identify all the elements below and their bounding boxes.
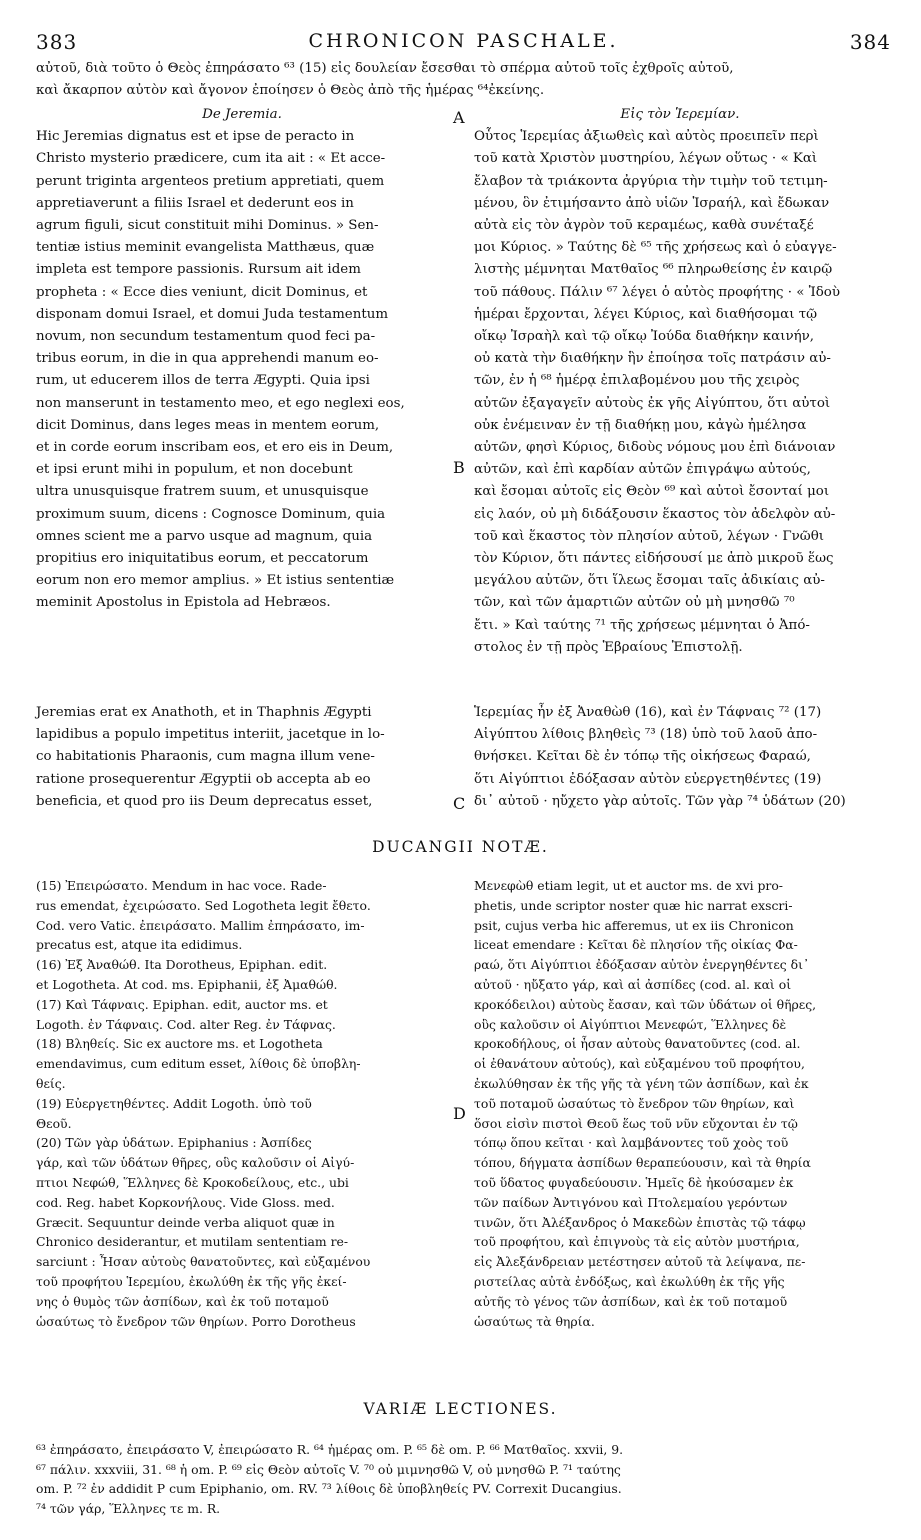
text-line: propitius ero iniquitatibus eorum, et peccatorum <box>36 551 369 567</box>
text-line: et in corde eorum inscribam eos, et ero eis in Deum, <box>36 440 394 456</box>
text-line: et Logotheta. At cod. ms. Epiphanii, ἐξ Ἀμαθώθ. <box>36 976 338 992</box>
text-line: οὓς καλοῦσιν οἱ Αἰγύπτιοι Μενεφώτ, Ἕλληνες δὲ <box>474 1016 787 1032</box>
text-line: Θεοῦ. <box>36 1115 72 1131</box>
text-line: Αἰγύπτου λίθοις βληθεὶς ⁷³ (18) ὑπὸ τοῦ λαοῦ ἀπο- <box>474 727 818 743</box>
text-line: (17) Καὶ Τάφναις. Epiphan. edit, auctor ms. et <box>36 996 328 1012</box>
greek-paragraph-2 <box>474 702 886 813</box>
text-line: κροκόδειλοι) αὐτοὺς ἔασαν, καὶ τῶν ὑδάτων οἱ θῆρες, <box>474 996 817 1012</box>
greek-section-2 <box>474 702 886 813</box>
latin-section-title: De Jeremia. <box>202 107 282 122</box>
text-line: Οὗτος Ἱερεμίας ἀξιωθεὶς καὶ αὐτὸς προειπεῖν περὶ <box>474 129 819 145</box>
latin-paragraph-2 <box>36 702 448 813</box>
text-line: (18) Βληθείς. Sic ex auctore ms. et Logotheta <box>36 1036 323 1052</box>
text-line: αὐτῆς τὸ γένος τῶν ἀσπίδων, καὶ ἐκ τοῦ ποταμοῦ <box>474 1293 788 1309</box>
text-line: εἰς λαόν, οὐ μὴ διδάξουσιν ἕκαστος τὸν ἀδελφὸν αὐ- <box>474 506 836 522</box>
text-line: perunt triginta argenteos pretium appretiati, quem <box>36 173 385 189</box>
text-line: non manserunt in testamento meo, et ego neglexi eos, <box>36 395 405 411</box>
text-line: ὡσαύτως τὰ θηρία. <box>474 1313 595 1329</box>
latin-paragraph-1 <box>36 126 448 614</box>
text-line: ὅσοι εἰσὶν πιστοὶ Θεοῦ ἕως τοῦ νῦν εὔχονται ἐν τῷ <box>474 1115 798 1131</box>
text-line: lapidibus a populo impetitus interiit, jacetque in lo- <box>36 727 385 743</box>
text-line: κροκοδήλους, οἱ ἦσαν αὐτοὺς θανατοῦντες (cod. al. <box>474 1036 801 1052</box>
text-line: liceat emendare : Κεῖται δὲ πλησίον τῆς οἰκίας Φα- <box>474 937 798 953</box>
text-line: καὶ ἄκαρπον αὐτὸν καὶ ἄγονον ἐποίησεν ὁ Θεὸς ἀπὸ τῆς ἡμέρας ⁶⁴ἐκείνης. <box>36 83 545 98</box>
text-line: ὡσαύτως τὸ ἔνεδρον τῶν θηρίων. Porro Dorotheus <box>36 1313 356 1329</box>
text-line: tribus eorum, in die in qua apprehendi manum eo- <box>36 351 379 367</box>
text-line: ⁶⁷ πάλιν. xxxviii, 31. ⁶⁸ ἡ om. P. ⁶⁹ εἰς Θεὸν αὐτοῖς V. ⁷⁰ οὐ μιμνησθῶ V, οὐ μνησθῶ P. ⁷¹ ταύτης <box>36 1461 621 1477</box>
text-line: ⁶³ ἐπηράσατο, ἐπειράσατο V, ἐπειρώσατο R. ⁶⁴ ἡμέρας om. P. ⁶⁵ δὲ om. P. ⁶⁶ Ματθαῖος. xxvii, 9. <box>36 1442 624 1457</box>
text-line: τῶν, καὶ τῶν ἁμαρτιῶν αὐτῶν οὐ μὴ μνησθῶ ⁷⁰ <box>474 595 795 611</box>
text-line: (16) Ἐξ Ἀναθώθ. Ita Dorotheus, Epiphan. edit. <box>36 957 328 973</box>
running-title: CHRONICON PASCHALE. <box>308 30 619 52</box>
text-line: τῶν παίδων Ἀντιγόνου καὶ Πτολεμαίου γερόντων <box>474 1194 788 1210</box>
text-line: οἴκῳ Ἰσραὴλ καὶ τῷ οἴκῳ Ἰούδα διαθήκην καινήν, <box>474 329 815 345</box>
text-line: τοῦ κατὰ Χριστὸν μυστηρίου, λέγων οὕτως · « Καὶ <box>474 151 818 167</box>
text-line: novum, non secundum testamentum quod feci pa- <box>36 329 376 345</box>
text-line: τόπῳ ὅπου κεῖται · καὶ λαμβάνοντες τοῦ χοὸς τοῦ <box>474 1135 789 1151</box>
text-line: rus emendat, ἐχειρώσατο. Sed Logotheta legit ἔθετο. <box>36 897 371 913</box>
text-line: (20) Τῶν γὰρ ὑδάτων. Epiphanius : Ἀσπίδες <box>36 1135 312 1151</box>
text-line: αὐτῶν ἐξαγαγεῖν αὐτοὺς ἐκ γῆς Αἰγύπτου, ὅτι αὐτοὶ <box>474 395 831 411</box>
text-line: θνήσκει. Κεῖται δὲ ἐν τόπῳ τῆς οἰκήσεως Φαραώ, <box>474 749 811 765</box>
text-line: λιστὴς μέμνηται Ματθαῖος ⁶⁶ πληρωθείσης ἐν καιρῷ <box>474 262 833 278</box>
margin-marker-b: B <box>453 458 465 477</box>
text-line: precatus est, atque ita edidimus. <box>36 937 243 953</box>
text-line: τοῦ ποταμοῦ ὡσαύτως τὸ ἔνεδρον τῶν θηρίων, καὶ <box>474 1095 795 1111</box>
margin-marker-d: D <box>453 1104 466 1123</box>
text-line: θείς. <box>36 1075 66 1091</box>
text-line: γάρ, καὶ τῶν ὑδάτων θῆρες, οὓς καλοῦσιν οἱ Αἰγύ- <box>36 1155 355 1171</box>
text-line: μένου, ὃν ἐτιμήσαντο ἀπὸ υἱῶν Ἰσραήλ, καὶ ἔδωκαν <box>474 195 830 211</box>
text-line: τοῦ προφήτου Ἱερεμίου, ἐκωλύθη ἐκ τῆς γῆς ἐκεί- <box>36 1273 347 1289</box>
text-line: agrum figuli, sicut constituit mihi Dominus. » Sen- <box>36 218 379 234</box>
greek-paragraph-1 <box>474 126 886 659</box>
greek-section-1 <box>474 104 886 659</box>
text-line: Cod. vero Vatic. ἐπειράσατο. Mallim ἐπηράσατο, im- <box>36 917 365 933</box>
text-line: et ipsi erunt mihi in populum, et non docebunt <box>36 462 353 478</box>
text-line: emendavimus, cum editum esset, λίθοις δὲ ὑποβλη- <box>36 1056 361 1072</box>
text-line: eorum non ero memor amplius. » Et istius sententiæ <box>36 573 395 589</box>
text-line: ἔλαβον τὰ τριάκοντα ἀργύρια τὴν τιμὴν τοῦ τετιμη- <box>474 173 828 189</box>
text-line: propheta : « Ecce dies veniunt, dicit Dominus, et <box>36 284 368 300</box>
text-line: ραώ, ὅτι Αἰγύπτιοι ἐδόξασαν αὐτὸν ἐνεργηθέντες δι᾽ <box>474 957 810 973</box>
text-line: (19) Εὐεργετηθέντες. Addit Logoth. ὑπὸ τοῦ <box>36 1095 312 1111</box>
text-line: ἡμέραι ἔρχονται, λέγει Κύριος, καὶ διαθήσομαι τῷ <box>474 306 818 322</box>
text-line: rum, ut educerem illos de terra Ægypti. Quia ipsi <box>36 373 370 389</box>
text-line: καὶ ἔσομαι αὐτοῖς εἰς Θεὸν ⁶⁹ καὶ αὐτοὶ ἔσονταί μοι <box>474 484 830 500</box>
text-line: Hic Jeremias dignatus est et ipse de peracto in <box>36 129 355 145</box>
text-line: πτιοι Νεφώθ, Ἕλληνες δὲ Κροκοδείλους, etc., ubi <box>36 1174 349 1190</box>
text-line: τοῦ προφήτου, καὶ ἐπιγνοὺς τὰ εἰς αὐτὸν μυστήρια, <box>474 1234 800 1250</box>
text-line: τὸν Κύριον, ὅτι πάντες εἰδήσουσί με ἀπὸ μικροῦ ἕως <box>474 551 834 567</box>
text-line: ἔτι. » Καὶ ταύτης ⁷¹ τῆς χρήσεως μέμνηται ὁ Ἀπό- <box>474 617 810 633</box>
text-line: phetis, unde scriptor noster quæ hic narrat exscri- <box>474 897 793 913</box>
text-line: τόπου, δήγματα ἀσπίδων θεραπεύουσιν, καὶ τὰ θηρία <box>474 1155 811 1171</box>
text-line: εἰς Ἀλεξάνδρειαν μετέστησεν αὐτοῦ τὰ λείψανα, πε- <box>474 1254 806 1270</box>
greek-section-title: Εἰς τὸν Ἱερεμίαν. <box>620 107 740 122</box>
text-line: disponam domui Israel, et domui Juda testamentum <box>36 306 389 322</box>
text-line: ριστείλας αὐτὰ ἐνδόξως, καὶ ἐκωλύθη ἐκ τῆς γῆς <box>474 1273 785 1289</box>
text-line: μεγάλου αὐτῶν, ὅτι ἵλεως ἔσομαι ταῖς ἀδικίαις αὐ- <box>474 573 825 589</box>
text-line: νης ὁ θυμὸς τῶν ἀσπίδων, καὶ ἐκ τοῦ ποταμοῦ <box>36 1293 329 1309</box>
text-line: Μενεφὼθ etiam legit, ut et auctor ms. de xvi pro- <box>474 878 783 893</box>
page-number-right: 384 <box>849 30 891 54</box>
text-line: ⁷⁴ τῶν γάρ, Ἕλληνες τε m. R. <box>36 1500 221 1516</box>
text-line: tentiæ istius meminit evangelista Matthæus, quæ <box>36 240 375 256</box>
text-line: sarciunt : Ἦσαν αὐτοὺς θανατοῦντες, καὶ εὐξαμένου <box>36 1254 371 1270</box>
text-line: dicit Dominus, dans leges meas in mentem eorum, <box>36 417 380 433</box>
margin-marker-a: A <box>453 108 465 127</box>
text-line: Græcit. Sequuntur deinde verba aliquot quæ in <box>36 1214 335 1230</box>
text-line: om. P. ⁷² ἐν addidit P cum Epiphanio, om. RV. ⁷³ λίθοις δὲ ὑποβληθείς PV. Correxit Ducangius. <box>36 1481 622 1497</box>
text-line: τοῦ καὶ ἕκαστος τὸν πλησίον αὐτοῦ, λέγων · Γνῶθι <box>474 528 825 544</box>
ducange-heading: DUCANGII NOTÆ. <box>372 838 549 856</box>
text-line: τοῦ ὕδατος φυγαδεύουσιν. Ἡμεῖς δὲ ἠκούσαμεν ἐκ <box>474 1174 794 1190</box>
text-line: meminit Apostolus in Epistola ad Hebræos. <box>36 595 331 611</box>
ducange-notes-right <box>474 876 886 1331</box>
text-line: Ἱερεμίας ἦν ἐξ Ἀναθὼθ (16), καὶ ἐν Τάφναις ⁷² (17) <box>474 705 822 720</box>
text-line: Chronico desiderantur, et mutilam sententiam re- <box>36 1234 349 1250</box>
text-line: Christo mysterio prædicere, cum ita ait : « Et acce- <box>36 151 386 167</box>
text-line: Jeremias erat ex Anathoth, et in Thaphnis Ægypti <box>36 705 372 720</box>
margin-marker-c: C <box>453 794 466 813</box>
text-line: ultra unusquisque fratrem suum, et unusquisque <box>36 484 369 500</box>
text-line: psit, cujus verba hic afferemus, ut ex iis Chronicon <box>474 917 794 933</box>
text-line: αὐτὰ εἰς τὸν ἀγρὸν τοῦ κεραμέως, καθὰ συνέταξέ <box>474 218 814 234</box>
text-line: αὐτοῦ, διὰ τοῦτο ὁ Θεὸς ἐπηράσατο ⁶³ (15) εἰς δουλείαν ἔσεσθαι τὸ σπέρμα αὐτοῦ τοῖς ἐχθροῖς αὐτοῦ, <box>36 61 734 76</box>
text-line: τινῶν, ὅτι Ἀλέξανδρος ὁ Μακεδὼν ἐπιστὰς τῷ τάφῳ <box>474 1214 806 1230</box>
text-line: δι᾽ αὐτοῦ · ηὔχετο γὰρ αὐτοῖς. Τῶν γὰρ ⁷⁴ ὑδάτων (20) <box>474 793 846 809</box>
variae-lectiones <box>36 1440 891 1518</box>
text-line: τοῦ πάθους. Πάλιν ⁶⁷ λέγει ὁ αὐτὸς προφήτης · « Ἰδοὺ <box>474 284 840 300</box>
latin-section-2 <box>36 702 448 813</box>
text-line: ἐκωλύθησαν ἐκ τῆς γῆς τὰ γένη τῶν ἀσπίδων, καὶ ἐκ <box>474 1075 809 1091</box>
text-line: proximum suum, dicens : Cognosce Dominum, quia <box>36 506 386 522</box>
text-line: beneficia, et quod pro iis Deum deprecatus esset, <box>36 793 373 809</box>
variae-heading: VARIÆ LECTIONES. <box>363 1400 558 1418</box>
text-line: co habitationis Pharaonis, cum magna illum vene- <box>36 749 375 765</box>
text-line: οὐκ ἐνέμειναν ἐν τῇ διαθήκῃ μου, κἀγὼ ἠμέλησα <box>474 417 807 433</box>
text-line: omnes scient me a parvo usque ad magnum, quia <box>36 528 373 544</box>
lead-text <box>36 58 891 102</box>
text-line: Logoth. ἐν Τάφναις. Cod. alter Reg. ἐν Τάφνας. <box>36 1016 336 1032</box>
text-line: στολος ἐν τῇ πρὸς Ἑβραίους Ἐπιστολῇ. <box>474 639 743 655</box>
text-line: τῶν, ἐν ἡ ⁶⁸ ἡμέρᾳ ἐπιλαβομένου μου τῆς χειρὸς <box>474 373 800 389</box>
ducange-notes-left <box>36 876 448 1331</box>
text-line: οἱ ἐθανάτουν αὐτούς), καὶ εὐξαμένου τοῦ προφήτου, <box>474 1056 805 1072</box>
text-line: μοι Κύριος. » Ταύτης δὲ ⁶⁵ τῆς χρήσεως καὶ ὁ εὐαγγε- <box>474 240 837 256</box>
text-line: appretiaverunt a filiis Israel et dederunt eos in <box>36 195 354 211</box>
text-line: ratione prosequerentur Ægyptii ob accepta ab eo <box>36 771 371 787</box>
text-line: αὐτοῦ · ηὔξατο γάρ, καὶ αἱ ἀσπίδες (cod. al. καὶ οἱ <box>474 976 792 992</box>
text-line: impleta est tempore passionis. Rursum ait idem <box>36 262 361 278</box>
text-line: αὐτῶν, φησὶ Κύριος, διδοὺς νόμους μου ἐπὶ διάνοιαν <box>474 440 836 456</box>
latin-section-1 <box>36 104 448 615</box>
text-line: οὐ κατὰ τὴν διαθήκην ἣν ἐποίησα τοῖς πατράσιν αὐ- <box>474 351 831 367</box>
running-header <box>36 30 891 54</box>
text-line: αὐτῶν, καὶ ἐπὶ καρδίαν αὐτῶν ἐπιγράψω αὐτούς, <box>474 462 811 478</box>
text-line: cod. Reg. habet Κορκονήλους. Vide Gloss. med. <box>36 1194 335 1210</box>
text-line: ὅτι Αἰγύπτιοι ἐδόξασαν αὐτὸν εὐεργετηθέντες (19) <box>474 771 822 787</box>
page-number-left: 383 <box>36 30 78 54</box>
text-line: (15) Ἐπειρώσατο. Mendum in hac voce. Rade- <box>36 878 327 893</box>
